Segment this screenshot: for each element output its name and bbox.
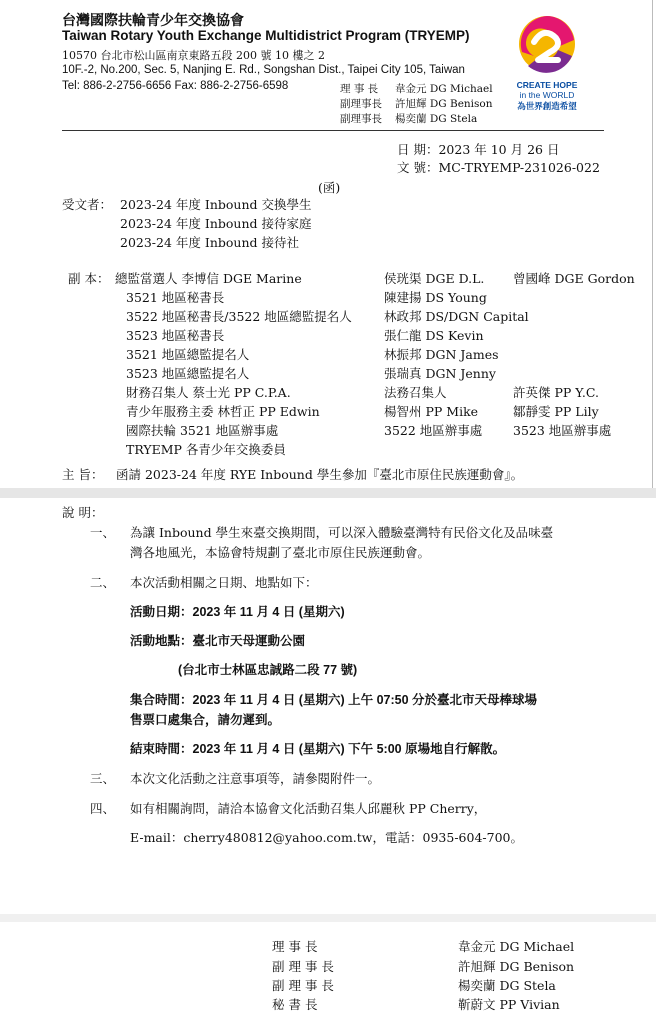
doc-number: 文 號：MC-TRYEMP-231026-022: [397, 160, 600, 175]
event-date: 活動日期：2023 年 11 月 4 日 (星期六): [130, 605, 345, 619]
cc-cell: 3523 地區秘書長: [126, 328, 225, 343]
item-text: 本次活動相關之日期、地點如下：: [130, 575, 318, 590]
item-text: 如有相關詢問，請洽本協會文化活動召集人邱麗秋 PP Cherry，: [130, 801, 487, 816]
org-address-zh: 10570 台北市松山區南京東路五段 200 號 10 樓之 2: [62, 49, 325, 62]
doc-type: (函): [318, 180, 341, 195]
cc-cell: TRYEMP 各青少年交換委員: [126, 442, 286, 457]
page-break: [0, 914, 656, 922]
logo-line: 為世界創造希望: [517, 101, 577, 111]
cc-cell: 3522 地區辦事處: [384, 423, 483, 438]
header-rule: [62, 130, 604, 131]
signature-name: 靳蔚文 PP Vivian: [458, 997, 560, 1012]
contact-line: E-mail：cherry480812@yahoo.com.tw，電話：0935-604-700。: [130, 830, 523, 845]
logo-line: in the WORLD: [519, 90, 575, 100]
cc-cell: 張瑞真 DGN Jenny: [384, 366, 496, 381]
officer-name: 韋金元 DG Michael: [395, 83, 493, 95]
recipients-label: 受文者：: [62, 197, 113, 212]
cc-cell: 3523 地區辦事處: [513, 423, 612, 438]
signature-title: 秘 書 長: [272, 997, 318, 1012]
org-contact: Tel: 886-2-2756-6656 Fax: 886-2-2756-6598: [62, 80, 289, 92]
signature-name: 楊奕蘭 DG Stela: [458, 978, 556, 993]
signature-name: 許旭輝 DG Benison: [458, 959, 575, 974]
org-address-en: 10F.-2, No.200, Sec. 5, Nanjing E. Rd., Songshan Dist., Taipei City 105, Taiwan: [62, 64, 465, 76]
item-number: 一、: [90, 525, 116, 540]
cc-cell: 鄒靜雯 PP Lily: [513, 404, 599, 419]
event-venue: 活動地點：臺北市天母運動公園: [130, 634, 306, 648]
doc-date: 日 期：2023 年 10 月 26 日: [397, 142, 560, 157]
officer-title: 副理事長: [340, 113, 382, 125]
event-venue-address: (台北市士林區忠誠路二段 77 號): [178, 663, 358, 677]
logo-line: CREATE HOPE: [516, 80, 578, 90]
event-gather-time: 集合時間：2023 年 11 月 4 日 (星期六) 上午 07:50 分於臺北市天母棒球場: [130, 693, 538, 707]
org-name-en: Taiwan Rotary Youth Exchange Multidistrict Program (TRYEMP): [62, 28, 470, 43]
page-edge: [652, 0, 653, 490]
cc-cell: 侯珖渠 DGE D.L.: [384, 271, 485, 286]
signature-title: 理 事 長: [272, 939, 318, 954]
rye-logo-mark-icon: [508, 12, 586, 78]
officer-name: 許旭輝 DG Benison: [395, 98, 493, 110]
event-end-time: 結束時間：2023 年 11 月 4 日 (星期六) 下午 5:00 原場地自行解散。: [130, 742, 506, 756]
cc-cell: 3522 地區秘書長/3522 地區總監提名人: [126, 309, 352, 324]
cc-cell: 楊智州 PP Mike: [384, 404, 479, 419]
officer-name: 楊奕蘭 DG Stela: [395, 113, 478, 125]
subject-label: 主 旨：: [62, 467, 104, 482]
item-number: 三、: [90, 771, 116, 786]
cc-cell: 國際扶輪 3521 地區辦事處: [126, 423, 279, 438]
event-gather-place: 售票口處集合，請勿遲到。: [130, 713, 281, 727]
recipient-item: 2023-24 年度 Inbound 交換學生: [120, 197, 312, 212]
item-number: 四、: [90, 801, 116, 816]
item-text: 灣各地風光，本協會特規劃了臺北市原住民族運動會。: [130, 545, 431, 560]
subject-text: 函請 2023-24 年度 RYE Inbound 學生參加『臺北市原住民族運動會』。: [116, 467, 524, 482]
signature-name: 韋金元 DG Michael: [458, 939, 575, 954]
cc-cell: 曾國峰 DGE Gordon: [513, 271, 635, 286]
recipient-item: 2023-24 年度 Inbound 接待家庭: [120, 216, 312, 231]
cc-label: 副 本：: [68, 271, 110, 286]
rye-logo: [508, 12, 586, 112]
cc-cell: 許英傑 PP Y.C.: [513, 385, 599, 400]
item-text: 為讓 Inbound 學生來臺交換期間，可以深入體驗臺灣特有民俗文化及品味臺: [130, 525, 554, 540]
officer-title: 理 事 長: [340, 83, 379, 95]
item-text: 本次文化活動之注意事項等，請參閱附件一。: [130, 771, 381, 786]
cc-cell: 林政邦 DS/DGN Capital: [384, 309, 529, 324]
cc-cell: 陳建揚 DS Young: [384, 290, 487, 305]
page-break: [0, 488, 656, 498]
cc-cell: 3523 地區總監提名人: [126, 366, 250, 381]
cc-cell: 總監當選人 李博信 DGE Marine: [115, 271, 302, 286]
cc-cell: 3521 地區秘書長: [126, 290, 225, 305]
body-label: 說 明：: [62, 505, 104, 520]
cc-cell: 林振邦 DGN James: [384, 347, 499, 362]
officer-title: 副理事長: [340, 98, 382, 110]
cc-cell: 財務召集人 蔡士光 PP C.P.A.: [126, 385, 291, 400]
cc-cell: 法務召集人: [384, 385, 447, 400]
cc-cell: 3521 地區總監提名人: [126, 347, 250, 362]
org-name-zh: 台灣國際扶輪青少年交換協會: [62, 13, 244, 29]
signature-title: 副 理 事 長: [272, 959, 334, 974]
signature-title: 副 理 事 長: [272, 978, 334, 993]
item-number: 二、: [90, 575, 116, 590]
recipient-item: 2023-24 年度 Inbound 接待社: [120, 235, 299, 250]
cc-cell: 青少年服務主委 林哲正 PP Edwin: [126, 404, 320, 419]
cc-cell: 張仁龍 DS Kevin: [384, 328, 484, 343]
